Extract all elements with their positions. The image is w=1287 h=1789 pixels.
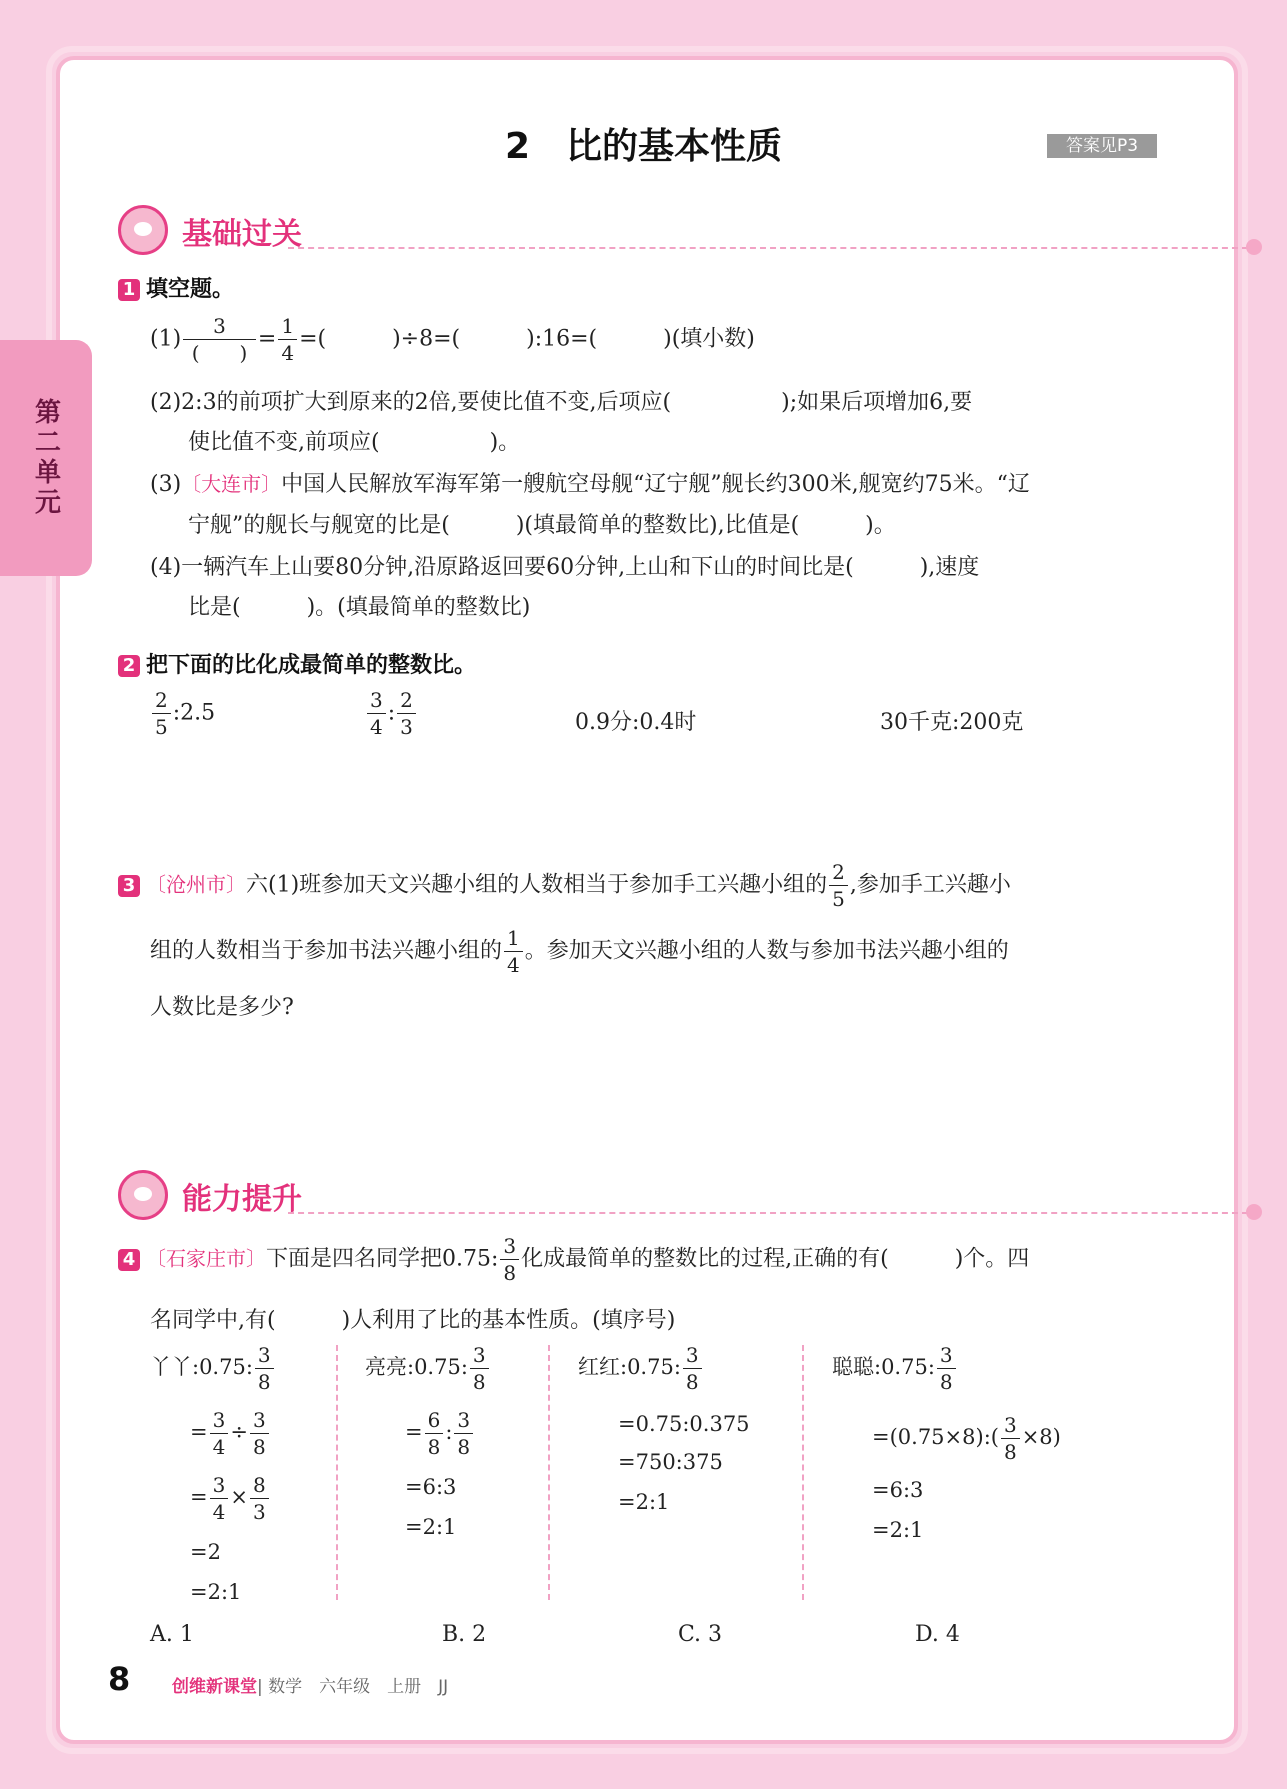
q1-part3-line2: 宁舰”的舰长与舰宽的比是( )(填最简单的整数比),比值是( )。 bbox=[188, 513, 896, 538]
page-number: 8 bbox=[108, 1660, 131, 1698]
unit-tab-label: 第二单元 bbox=[30, 398, 61, 518]
unit-tab bbox=[0, 340, 92, 576]
q2-item-c: 0.9分:0.4时 bbox=[575, 710, 697, 735]
student-yaya-step4: =2:1 bbox=[190, 1580, 242, 1604]
fraction: $\frac{1}{4}$ bbox=[278, 316, 297, 363]
student-yaya-step1: = $\frac{3}{4}$ ÷ $\frac{3}{8}$ bbox=[190, 1410, 271, 1457]
student-honghong-step1: =0.75:0.375 bbox=[618, 1412, 750, 1436]
source-tag: 〔沧州市〕 bbox=[146, 872, 246, 897]
q2-item-d: 30千克:200克 bbox=[880, 710, 1024, 735]
student-liangliang-step3: =2:1 bbox=[405, 1515, 457, 1539]
section-divider bbox=[288, 247, 1248, 249]
q4-number: 4 bbox=[118, 1249, 140, 1271]
q2-item-a: $\frac{2}{5}$ :2.5 bbox=[150, 690, 215, 737]
column-divider bbox=[336, 1345, 338, 1600]
q2-heading bbox=[118, 648, 476, 679]
q1-part4-line2: 比是( )。(填最简单的整数比) bbox=[188, 595, 531, 620]
mascot-icon bbox=[118, 1170, 168, 1220]
student-congcong-step1: =(0.75×8):( $\frac{3}{8}$ ×8) bbox=[872, 1413, 1061, 1464]
student-honghong-step2: =750:375 bbox=[618, 1450, 723, 1474]
q2-head-text: 把下面的比化成最简单的整数比。 bbox=[146, 653, 477, 678]
dots-icon bbox=[1246, 239, 1262, 255]
section-basic-header bbox=[118, 205, 1158, 255]
q3-number: 3 bbox=[118, 875, 140, 897]
option-a[interactable]: A. 1 bbox=[150, 1622, 194, 1647]
q3-line2: 组的人数相当于参加书法兴趣小组的 $\frac{1}{4}$ 。参加天文兴趣小组的人数与参加书法兴趣小组的 bbox=[150, 926, 1009, 977]
q1-part4-line1: (4)一辆汽车上山要80分钟,沿原路返回要60分钟,上山和下山的时间比是( ),速度 bbox=[150, 555, 980, 580]
option-c[interactable]: C. 3 bbox=[678, 1622, 723, 1647]
student-yaya-head: 丫丫:0.75: $\frac{3}{8}$ bbox=[150, 1345, 276, 1392]
q3-line3: 人数比是多少? bbox=[150, 995, 294, 1020]
page-title: 2 比的基本性质 bbox=[504, 126, 783, 167]
source-tag: 〔大连市〕 bbox=[181, 472, 282, 496]
section-advanced-header bbox=[118, 1170, 1158, 1220]
student-liangliang-head: 亮亮:0.75: $\frac{3}{8}$ bbox=[365, 1345, 491, 1392]
section-basic-title: 基础过关 bbox=[182, 217, 302, 252]
q2-number: 2 bbox=[118, 655, 140, 677]
q1-part2-line2: 使比值不变,前项应( )。 bbox=[188, 430, 521, 455]
q1-part2-line1: (2)2:3的前项扩大到原来的2倍,要使比值不变,后项应( );如果后项增加6,要 bbox=[150, 390, 973, 415]
option-b[interactable]: B. 2 bbox=[442, 1622, 487, 1647]
fraction: $\frac{3}{( )}$ bbox=[183, 316, 256, 363]
footer-brand: 创维新课堂 bbox=[172, 1677, 257, 1697]
student-congcong-step2: =6:3 bbox=[872, 1478, 924, 1502]
q4-line2: 名同学中,有( )人利用了比的基本性质。(填序号) bbox=[150, 1308, 676, 1333]
column-divider bbox=[548, 1345, 550, 1600]
q1-part3-line1: (3)〔大连市〕中国人民解放军海军第一艘航空母舰“辽宁舰”舰长约300米,舰宽约75米。“辽 bbox=[150, 472, 1030, 497]
footer-rest: | 数学 六年级 上册 JJ bbox=[257, 1677, 449, 1697]
student-congcong-head: 聪聪:0.75: $\frac{3}{8}$ bbox=[832, 1345, 958, 1392]
q1-part1: (1) $\frac{3}{( )}$ = $\frac{1}{4}$ =( )÷8=( ):16=( )(填小数) bbox=[150, 314, 755, 365]
student-liangliang-step2: =6:3 bbox=[405, 1475, 457, 1499]
student-yaya-step2: = $\frac{3}{4}$ × $\frac{8}{3}$ bbox=[190, 1475, 271, 1522]
q1-heading bbox=[118, 272, 234, 303]
student-congcong-step3: =2:1 bbox=[872, 1518, 924, 1542]
student-liangliang-step1: = $\frac{6}{8}$ : $\frac{3}{8}$ bbox=[405, 1410, 475, 1457]
section-divider bbox=[288, 1212, 1248, 1214]
dots-icon bbox=[1246, 1204, 1262, 1220]
q3-line1: 3 〔沧州市〕六(1)班参加天文兴趣小组的人数相当于参加手工兴趣小组的 $\frac{2}{5}$ ,参加手工兴趣小 bbox=[118, 862, 1011, 909]
section-advanced-title: 能力提升 bbox=[182, 1182, 302, 1217]
student-honghong-step3: =2:1 bbox=[618, 1490, 670, 1514]
source-tag: 〔石家庄市〕 bbox=[146, 1246, 266, 1271]
student-yaya-step3: =2 bbox=[190, 1540, 221, 1564]
column-divider bbox=[802, 1345, 804, 1600]
q2-item-b: $\frac{3}{4}$ : $\frac{2}{3}$ bbox=[365, 690, 418, 737]
q1-head-text: 填空题。 bbox=[146, 277, 235, 302]
answer-reference-tag: 答案见P3 bbox=[1047, 134, 1157, 158]
q1-number: 1 bbox=[118, 279, 140, 301]
mascot-icon bbox=[118, 205, 168, 255]
option-d[interactable]: D. 4 bbox=[915, 1622, 960, 1647]
q4-line1: 4 〔石家庄市〕下面是四名同学把0.75: $\frac{3}{8}$ 化成最简单的整数比的过程,正确的有( )个。四 bbox=[118, 1236, 1029, 1283]
student-honghong-head: 红红:0.75: $\frac{3}{8}$ bbox=[578, 1345, 704, 1392]
footer-book-info bbox=[172, 1672, 448, 1697]
